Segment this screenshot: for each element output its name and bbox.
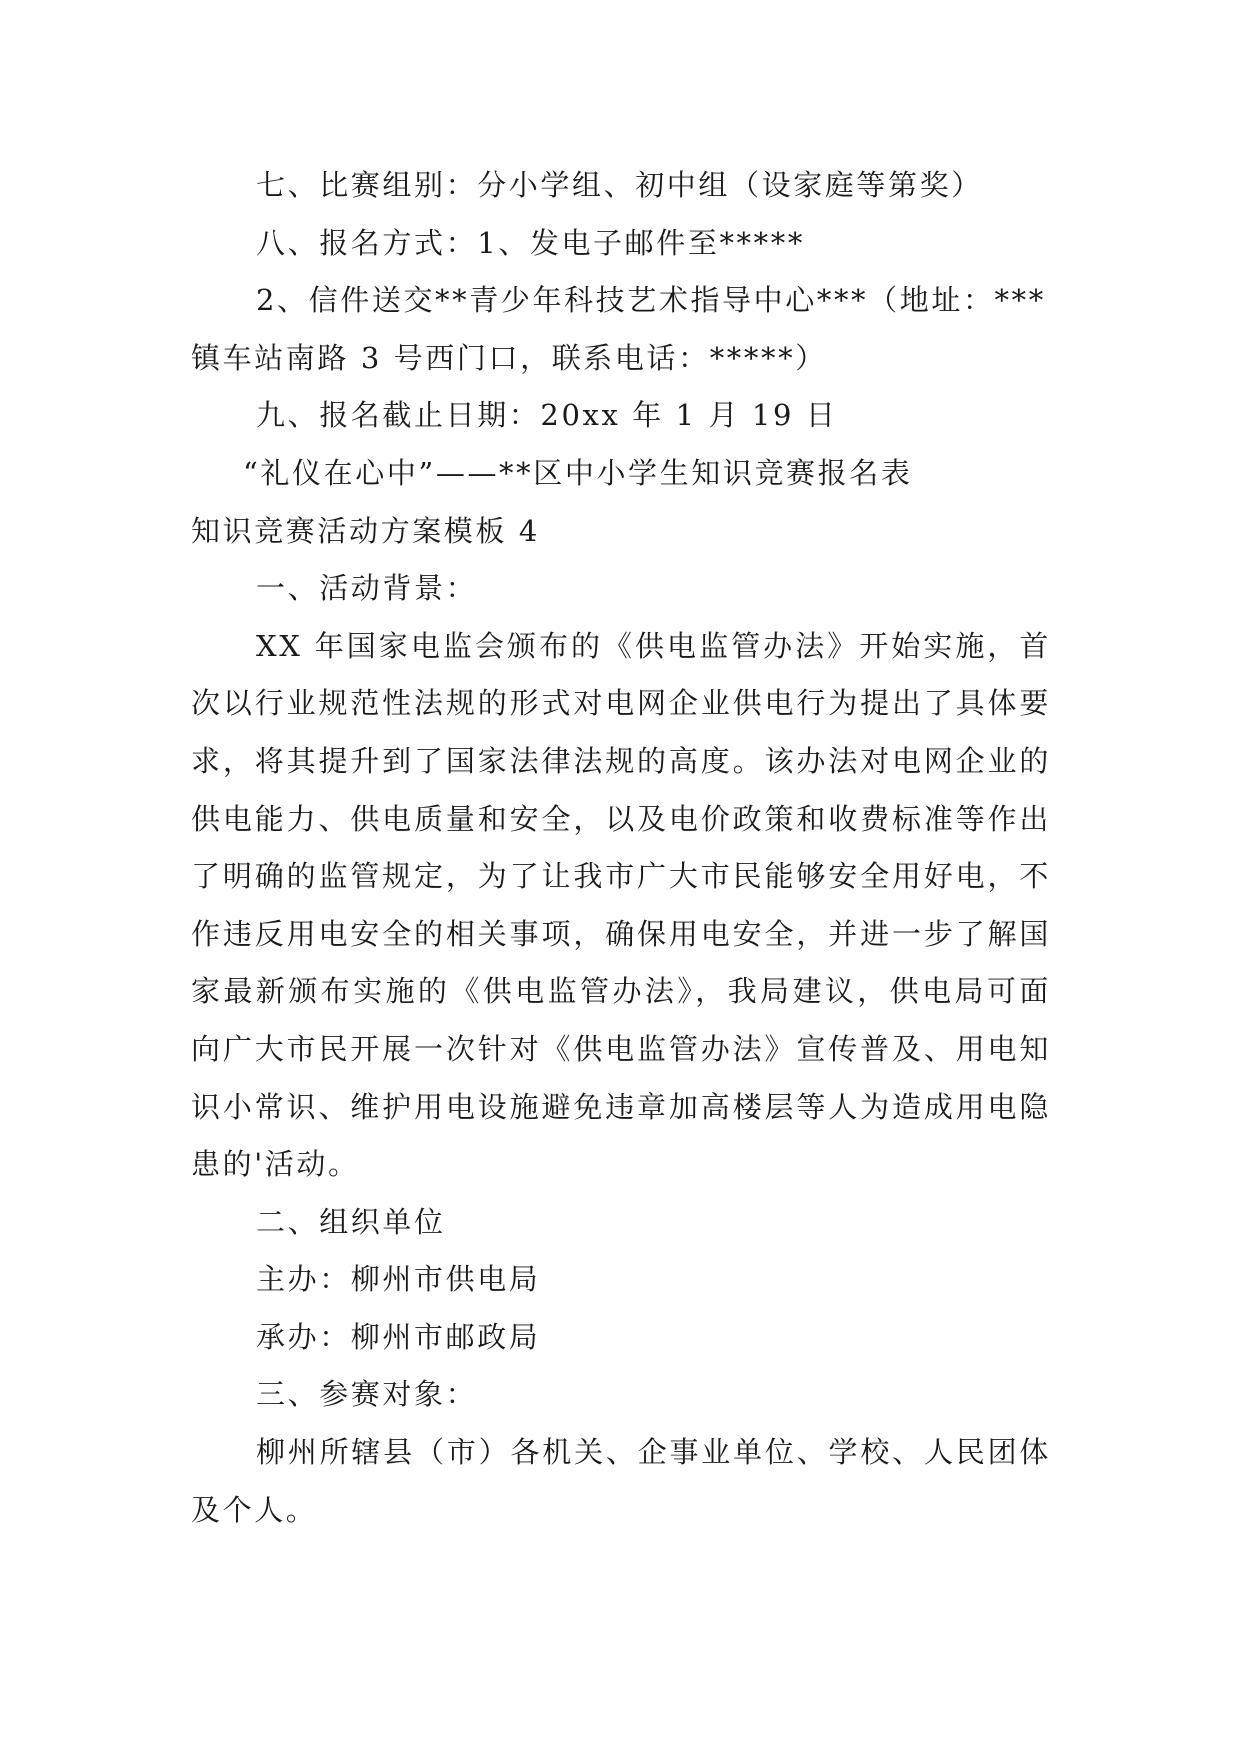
- background-paragraph: XX 年国家电监会颁布的《供电监管办法》开始实施，首次以行业规范性法规的形式对电网企业供电行为提出了具体要求，将其提升到了国家法律法规的高度。该办法对电网企业的供电能力、供电质量和安全，以及电价政策和收费标准等作出了明确的监管规定，为了让我市广大市民能够安全用好电，不作违反用电安全的相关事项，确保用电安全，并进一步了解国家最新颁布实施的《供电监管办法》，我局建议，供电局可面向广大市民开展一次针对《供电监管办法》宣传普及、用电知识小常识、维护用电设施避免违章加高楼层等人为造成用电隐患的'活动。: [191, 628, 1051, 1182]
- section-9-deadline: 九、报名截止日期：20xx 年 1 月 19 日: [256, 398, 838, 433]
- section-3-participants-heading: 三、参赛对象：: [256, 1377, 478, 1412]
- section-7-competition-groups: 七、比赛组别：分小学组、初中组（设家庭等第奖）: [256, 168, 983, 202]
- section-8-registration-method: 八、报名方式：1、发电子邮件至*****: [256, 225, 805, 260]
- host-organizer: 主办：柳州市供电局: [256, 1262, 541, 1297]
- document-body: [191, 157, 1051, 1539]
- section-1-background-heading: 一、活动背景：: [256, 571, 478, 606]
- registration-address-line: 镇车站南路 3 号西门口，联系电话：*****）: [191, 340, 827, 375]
- registration-form-title: “礼仪在心中”——**区中小学生知识竞赛报名表: [243, 455, 913, 490]
- co-organizer: 承办：柳州市邮政局: [256, 1319, 541, 1354]
- participants-paragraph: 柳州所辖县（市）各机关、企事业单位、学校、人民团体及个人。: [191, 1435, 1051, 1527]
- registration-mail-line: 2、信件送交**青少年科技艺术指导中心***（地址：***: [256, 283, 1046, 318]
- template-heading: 知识竞赛活动方案模板 4: [191, 513, 540, 548]
- section-2-organizers-heading: 二、组织单位: [256, 1204, 446, 1239]
